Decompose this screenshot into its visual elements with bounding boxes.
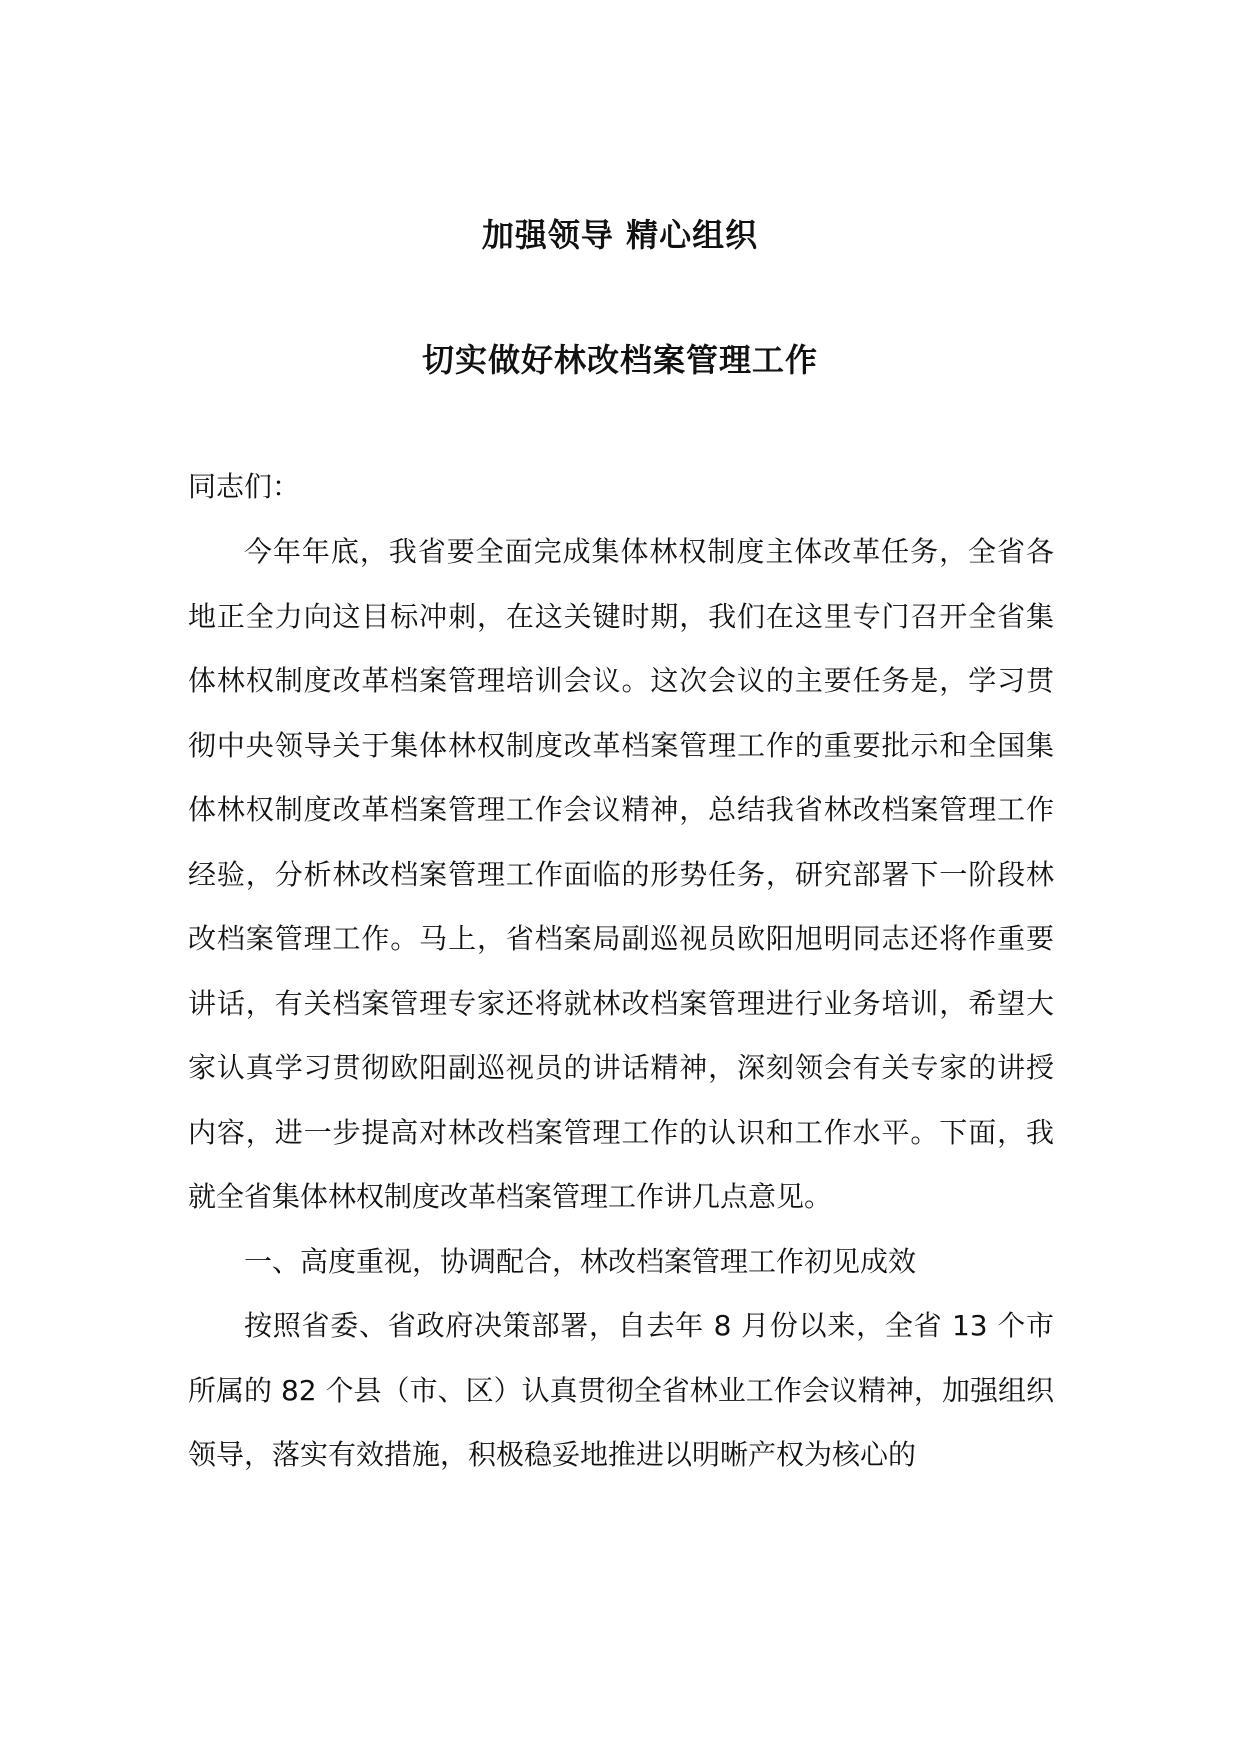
- section-heading-1: 一、高度重视，协调配合，林改档案管理工作初见成效: [244, 1244, 917, 1278]
- document-title-line-2: 切实做好林改档案管理工作: [421, 341, 818, 379]
- document-title-line-1: 加强领导 精心组织: [481, 216, 759, 254]
- body-paragraphs: [188, 520, 1054, 1488]
- paragraph-section-1: 按照省委、省政府决策部署，自去年 8 月份以来，全省 13 个市所属的 82 个县（市、区）认真贯彻全省林业工作会议精神，加强组织领导，落实有效措施，积极稳妥地推进以明晰产权为核心的: [188, 1309, 1054, 1471]
- salutation: 同志们：: [188, 470, 301, 503]
- paragraph-intro: 今年年底，我省要全面完成集体林权制度主体改革任务，全省各地正全力向这目标冲刺，在这关键时期，我们在这里专门召开全省集体林权制度改革档案管理培训会议。这次会议的主要任务是，学习贯彻中央领导关于集体林权制度改革档案管理工作的重要批示和全国集体林权制度改革档案管理工作会议精神，总结我省林改档案管理工作经验，分析林改档案管理工作面临的形势任务，研究部署下一阶段林改档案管理工作。马上，省档案局副巡视员欧阳旭明同志还将作重要讲话，有关档案管理专家还将就林改档案管理进行业务培训，希望大家认真学习贯彻欧阳副巡视员的讲话精神，深刻领会有关专家的讲授内容，进一步提高对林改档案管理工作的认识和工作水平。下面，我就全省集体林权制度改革档案管理工作讲几点意见。: [188, 535, 1054, 1213]
